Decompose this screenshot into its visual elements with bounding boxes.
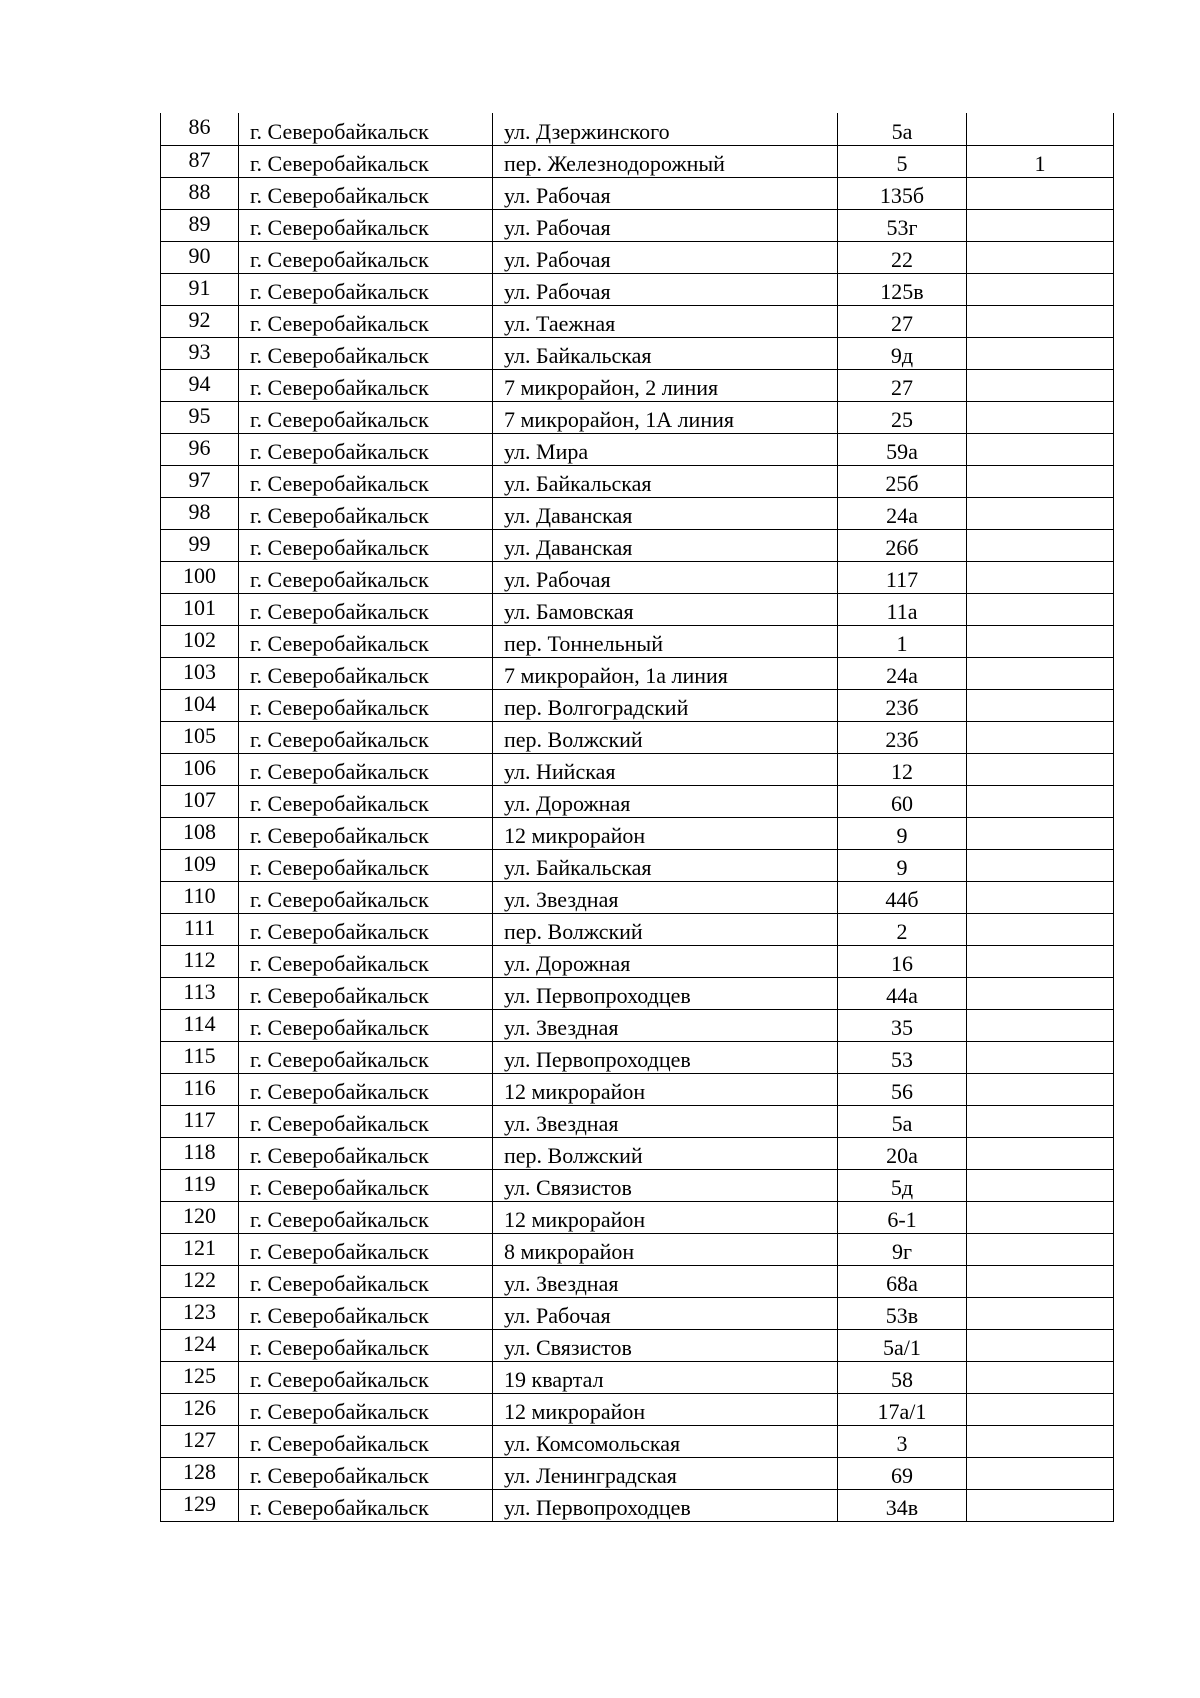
city-cell: г. Северобайкальск	[239, 113, 493, 145]
city-cell: г. Северобайкальск	[239, 785, 493, 817]
row-number-cell: 106	[161, 753, 239, 785]
house-number-cell: 69	[838, 1457, 967, 1489]
city-cell: г. Северобайкальск	[239, 145, 493, 177]
extra-value-cell	[967, 369, 1114, 401]
row-number-cell: 91	[161, 273, 239, 305]
street-cell: 8 микрорайон	[493, 1233, 838, 1265]
extra-value-cell	[967, 1137, 1114, 1169]
table-row	[161, 1297, 1114, 1329]
row-number-cell: 118	[161, 1137, 239, 1169]
house-number-cell: 20а	[838, 1137, 967, 1169]
city-cell: г. Северобайкальск	[239, 881, 493, 913]
extra-value-cell	[967, 273, 1114, 305]
row-number-cell: 98	[161, 497, 239, 529]
street-cell: ул. Ленинградская	[493, 1457, 838, 1489]
street-cell: ул. Даванская	[493, 529, 838, 561]
house-number-cell: 23б	[838, 689, 967, 721]
house-number-cell: 24а	[838, 497, 967, 529]
table-row	[161, 1489, 1114, 1521]
row-number-cell: 115	[161, 1041, 239, 1073]
table-row	[161, 497, 1114, 529]
row-number-cell: 122	[161, 1265, 239, 1297]
city-cell: г. Северобайкальск	[239, 305, 493, 337]
street-cell: ул. Звездная	[493, 881, 838, 913]
street-cell: 19 квартал	[493, 1361, 838, 1393]
table-row	[161, 1137, 1114, 1169]
table-row	[161, 529, 1114, 561]
extra-value-cell	[967, 849, 1114, 881]
table-row	[161, 1457, 1114, 1489]
row-number-cell: 121	[161, 1233, 239, 1265]
extra-value-cell	[967, 785, 1114, 817]
extra-value-cell	[967, 1425, 1114, 1457]
street-cell: 7 микрорайон, 1А линия	[493, 401, 838, 433]
street-cell: ул. Звездная	[493, 1009, 838, 1041]
house-number-cell: 5д	[838, 1169, 967, 1201]
house-number-cell: 135б	[838, 177, 967, 209]
street-cell: ул. Рабочая	[493, 177, 838, 209]
street-cell: ул. Дзержинского	[493, 113, 838, 145]
extra-value-cell	[967, 1457, 1114, 1489]
house-number-cell: 17а/1	[838, 1393, 967, 1425]
row-number-cell: 111	[161, 913, 239, 945]
table-row	[161, 945, 1114, 977]
house-number-cell: 58	[838, 1361, 967, 1393]
city-cell: г. Северобайкальск	[239, 209, 493, 241]
extra-value-cell	[967, 305, 1114, 337]
row-number-cell: 105	[161, 721, 239, 753]
city-cell: г. Северобайкальск	[239, 1009, 493, 1041]
extra-value-cell	[967, 209, 1114, 241]
city-cell: г. Северобайкальск	[239, 241, 493, 273]
extra-value-cell	[967, 593, 1114, 625]
extra-value-cell	[967, 1105, 1114, 1137]
table-row	[161, 657, 1114, 689]
extra-value-cell	[967, 113, 1114, 145]
table-row	[161, 401, 1114, 433]
table-row	[161, 689, 1114, 721]
extra-value-cell	[967, 689, 1114, 721]
street-cell: ул. Рабочая	[493, 273, 838, 305]
table-row	[161, 753, 1114, 785]
house-number-cell: 9	[838, 849, 967, 881]
table-row	[161, 561, 1114, 593]
house-number-cell: 1	[838, 625, 967, 657]
table-row	[161, 1393, 1114, 1425]
street-cell: ул. Звездная	[493, 1105, 838, 1137]
row-number-cell: 124	[161, 1329, 239, 1361]
extra-value-cell	[967, 1297, 1114, 1329]
street-cell: ул. Первопроходцев	[493, 1489, 838, 1521]
house-number-cell: 12	[838, 753, 967, 785]
house-number-cell: 3	[838, 1425, 967, 1457]
extra-value-cell	[967, 433, 1114, 465]
house-number-cell: 9г	[838, 1233, 967, 1265]
house-number-cell: 53г	[838, 209, 967, 241]
street-cell: ул. Рабочая	[493, 209, 838, 241]
city-cell: г. Северобайкальск	[239, 849, 493, 881]
table-row	[161, 145, 1114, 177]
house-number-cell: 27	[838, 305, 967, 337]
extra-value-cell	[967, 913, 1114, 945]
row-number-cell: 101	[161, 593, 239, 625]
street-cell: ул. Дорожная	[493, 945, 838, 977]
extra-value-cell	[967, 1201, 1114, 1233]
house-number-cell: 44а	[838, 977, 967, 1009]
city-cell: г. Северобайкальск	[239, 1425, 493, 1457]
row-number-cell: 103	[161, 657, 239, 689]
extra-value-cell	[967, 561, 1114, 593]
extra-value-cell	[967, 1009, 1114, 1041]
row-number-cell: 89	[161, 209, 239, 241]
street-cell: 7 микрорайон, 1а линия	[493, 657, 838, 689]
extra-value-cell	[967, 1073, 1114, 1105]
table-row	[161, 273, 1114, 305]
street-cell: 12 микрорайон	[493, 817, 838, 849]
house-number-cell: 56	[838, 1073, 967, 1105]
house-number-cell: 44б	[838, 881, 967, 913]
street-cell: ул. Даванская	[493, 497, 838, 529]
city-cell: г. Северобайкальск	[239, 465, 493, 497]
table-row	[161, 1201, 1114, 1233]
table-row	[161, 977, 1114, 1009]
street-cell: пер. Волжский	[493, 913, 838, 945]
row-number-cell: 114	[161, 1009, 239, 1041]
city-cell: г. Северобайкальск	[239, 1265, 493, 1297]
table-row	[161, 1169, 1114, 1201]
street-cell: пер. Волгоградский	[493, 689, 838, 721]
street-cell: ул. Байкальская	[493, 465, 838, 497]
house-number-cell: 60	[838, 785, 967, 817]
house-number-cell: 5а	[838, 1105, 967, 1137]
house-number-cell: 6-1	[838, 1201, 967, 1233]
city-cell: г. Северобайкальск	[239, 1457, 493, 1489]
house-number-cell: 59а	[838, 433, 967, 465]
row-number-cell: 127	[161, 1425, 239, 1457]
street-cell: ул. Дорожная	[493, 785, 838, 817]
row-number-cell: 86	[161, 113, 239, 145]
table-row	[161, 785, 1114, 817]
extra-value-cell: 1	[967, 145, 1114, 177]
row-number-cell: 90	[161, 241, 239, 273]
extra-value-cell	[967, 241, 1114, 273]
house-number-cell: 26б	[838, 529, 967, 561]
street-cell: ул. Первопроходцев	[493, 977, 838, 1009]
city-cell: г. Северобайкальск	[239, 433, 493, 465]
extra-value-cell	[967, 721, 1114, 753]
address-table-body	[161, 113, 1114, 1521]
city-cell: г. Северобайкальск	[239, 1169, 493, 1201]
street-cell: 12 микрорайон	[493, 1073, 838, 1105]
city-cell: г. Северобайкальск	[239, 401, 493, 433]
city-cell: г. Северобайкальск	[239, 1297, 493, 1329]
extra-value-cell	[967, 977, 1114, 1009]
row-number-cell: 116	[161, 1073, 239, 1105]
city-cell: г. Северобайкальск	[239, 177, 493, 209]
city-cell: г. Северобайкальск	[239, 1201, 493, 1233]
house-number-cell: 11а	[838, 593, 967, 625]
row-number-cell: 92	[161, 305, 239, 337]
city-cell: г. Северобайкальск	[239, 1489, 493, 1521]
extra-value-cell	[967, 177, 1114, 209]
table-row	[161, 177, 1114, 209]
row-number-cell: 113	[161, 977, 239, 1009]
city-cell: г. Северобайкальск	[239, 753, 493, 785]
row-number-cell: 94	[161, 369, 239, 401]
house-number-cell: 53	[838, 1041, 967, 1073]
house-number-cell: 16	[838, 945, 967, 977]
extra-value-cell	[967, 1169, 1114, 1201]
table-row	[161, 1009, 1114, 1041]
house-number-cell: 25	[838, 401, 967, 433]
street-cell: 12 микрорайон	[493, 1201, 838, 1233]
row-number-cell: 96	[161, 433, 239, 465]
street-cell: ул. Рабочая	[493, 1297, 838, 1329]
row-number-cell: 128	[161, 1457, 239, 1489]
table-row	[161, 369, 1114, 401]
row-number-cell: 95	[161, 401, 239, 433]
table-row	[161, 113, 1114, 145]
address-table	[160, 113, 1114, 1522]
table-row	[161, 241, 1114, 273]
city-cell: г. Северобайкальск	[239, 1329, 493, 1361]
street-cell: 7 микрорайон, 2 линия	[493, 369, 838, 401]
city-cell: г. Северобайкальск	[239, 977, 493, 1009]
city-cell: г. Северобайкальск	[239, 1361, 493, 1393]
extra-value-cell	[967, 529, 1114, 561]
house-number-cell: 5	[838, 145, 967, 177]
extra-value-cell	[967, 1393, 1114, 1425]
row-number-cell: 108	[161, 817, 239, 849]
city-cell: г. Северобайкальск	[239, 721, 493, 753]
house-number-cell: 34в	[838, 1489, 967, 1521]
row-number-cell: 129	[161, 1489, 239, 1521]
extra-value-cell	[967, 337, 1114, 369]
table-row	[161, 305, 1114, 337]
house-number-cell: 53в	[838, 1297, 967, 1329]
row-number-cell: 97	[161, 465, 239, 497]
house-number-cell: 117	[838, 561, 967, 593]
table-row	[161, 1233, 1114, 1265]
house-number-cell: 5а	[838, 113, 967, 145]
row-number-cell: 93	[161, 337, 239, 369]
city-cell: г. Северобайкальск	[239, 1073, 493, 1105]
table-row	[161, 1425, 1114, 1457]
table-row	[161, 593, 1114, 625]
street-cell: ул. Комсомольская	[493, 1425, 838, 1457]
house-number-cell: 24а	[838, 657, 967, 689]
table-row	[161, 433, 1114, 465]
street-cell: пер. Волжский	[493, 721, 838, 753]
house-number-cell: 2	[838, 913, 967, 945]
city-cell: г. Северобайкальск	[239, 945, 493, 977]
street-cell: ул. Нийская	[493, 753, 838, 785]
street-cell: пер. Волжский	[493, 1137, 838, 1169]
street-cell: ул. Байкальская	[493, 849, 838, 881]
table-row	[161, 881, 1114, 913]
city-cell: г. Северобайкальск	[239, 817, 493, 849]
row-number-cell: 125	[161, 1361, 239, 1393]
row-number-cell: 87	[161, 145, 239, 177]
street-cell: ул. Бамовская	[493, 593, 838, 625]
street-cell: ул. Связистов	[493, 1169, 838, 1201]
city-cell: г. Северобайкальск	[239, 369, 493, 401]
house-number-cell: 27	[838, 369, 967, 401]
row-number-cell: 104	[161, 689, 239, 721]
extra-value-cell	[967, 881, 1114, 913]
extra-value-cell	[967, 497, 1114, 529]
extra-value-cell	[967, 657, 1114, 689]
row-number-cell: 119	[161, 1169, 239, 1201]
city-cell: г. Северобайкальск	[239, 1041, 493, 1073]
table-row	[161, 913, 1114, 945]
table-row	[161, 209, 1114, 241]
row-number-cell: 88	[161, 177, 239, 209]
row-number-cell: 99	[161, 529, 239, 561]
house-number-cell: 9	[838, 817, 967, 849]
house-number-cell: 5а/1	[838, 1329, 967, 1361]
row-number-cell: 100	[161, 561, 239, 593]
row-number-cell: 102	[161, 625, 239, 657]
extra-value-cell	[967, 1329, 1114, 1361]
city-cell: г. Северобайкальск	[239, 561, 493, 593]
row-number-cell: 120	[161, 1201, 239, 1233]
table-row	[161, 625, 1114, 657]
house-number-cell: 68а	[838, 1265, 967, 1297]
city-cell: г. Северобайкальск	[239, 1233, 493, 1265]
table-row	[161, 1073, 1114, 1105]
city-cell: г. Северобайкальск	[239, 529, 493, 561]
house-number-cell: 25б	[838, 465, 967, 497]
street-cell: ул. Звездная	[493, 1265, 838, 1297]
house-number-cell: 125в	[838, 273, 967, 305]
table-row	[161, 721, 1114, 753]
street-cell: ул. Рабочая	[493, 561, 838, 593]
extra-value-cell	[967, 465, 1114, 497]
table-row	[161, 1041, 1114, 1073]
row-number-cell: 117	[161, 1105, 239, 1137]
table-row	[161, 1265, 1114, 1297]
table-row	[161, 1105, 1114, 1137]
street-cell: пер. Железнодорожный	[493, 145, 838, 177]
extra-value-cell	[967, 753, 1114, 785]
street-cell: пер. Тоннельный	[493, 625, 838, 657]
extra-value-cell	[967, 1265, 1114, 1297]
city-cell: г. Северобайкальск	[239, 913, 493, 945]
city-cell: г. Северобайкальск	[239, 273, 493, 305]
extra-value-cell	[967, 625, 1114, 657]
city-cell: г. Северобайкальск	[239, 337, 493, 369]
city-cell: г. Северобайкальск	[239, 625, 493, 657]
row-number-cell: 107	[161, 785, 239, 817]
table-row	[161, 1329, 1114, 1361]
house-number-cell: 23б	[838, 721, 967, 753]
house-number-cell: 35	[838, 1009, 967, 1041]
row-number-cell: 126	[161, 1393, 239, 1425]
extra-value-cell	[967, 817, 1114, 849]
row-number-cell: 123	[161, 1297, 239, 1329]
street-cell: ул. Байкальская	[493, 337, 838, 369]
city-cell: г. Северобайкальск	[239, 657, 493, 689]
table-row	[161, 337, 1114, 369]
city-cell: г. Северобайкальск	[239, 593, 493, 625]
extra-value-cell	[967, 1041, 1114, 1073]
table-row	[161, 1361, 1114, 1393]
street-cell: ул. Таежная	[493, 305, 838, 337]
row-number-cell: 110	[161, 881, 239, 913]
city-cell: г. Северобайкальск	[239, 689, 493, 721]
extra-value-cell	[967, 1489, 1114, 1521]
city-cell: г. Северобайкальск	[239, 497, 493, 529]
extra-value-cell	[967, 1233, 1114, 1265]
street-cell: ул. Мира	[493, 433, 838, 465]
house-number-cell: 22	[838, 241, 967, 273]
table-row	[161, 465, 1114, 497]
extra-value-cell	[967, 945, 1114, 977]
row-number-cell: 112	[161, 945, 239, 977]
row-number-cell: 109	[161, 849, 239, 881]
house-number-cell: 9д	[838, 337, 967, 369]
street-cell: ул. Связистов	[493, 1329, 838, 1361]
city-cell: г. Северобайкальск	[239, 1393, 493, 1425]
street-cell: ул. Первопроходцев	[493, 1041, 838, 1073]
table-row	[161, 817, 1114, 849]
table-row	[161, 849, 1114, 881]
street-cell: ул. Рабочая	[493, 241, 838, 273]
city-cell: г. Северобайкальск	[239, 1137, 493, 1169]
extra-value-cell	[967, 1361, 1114, 1393]
street-cell: 12 микрорайон	[493, 1393, 838, 1425]
extra-value-cell	[967, 401, 1114, 433]
city-cell: г. Северобайкальск	[239, 1105, 493, 1137]
